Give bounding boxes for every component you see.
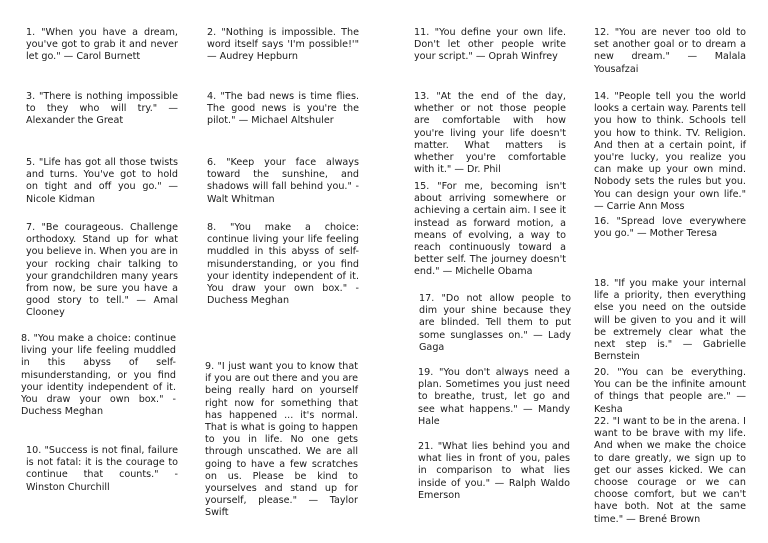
quote-16: 16. "Spread love everywhere you go." — Mother Teresa: [594, 216, 746, 240]
quote-12: 12. "You are never too old to set another goal or to dream a new dream." — Malala Yousafzai: [594, 27, 746, 75]
quote-8a: 8. "You make a choice: continue living your life feeling muddled in this abyss of self-misunderstanding, or you find your identity independent of it. You draw your own box." - Duchess Meghan: [21, 333, 176, 418]
quote-2: 2. "Nothing is impossible. The word itself says 'I'm possible!'" — Audrey Hepburn: [207, 27, 359, 63]
quote-11: 11. "You define your own life. Don't let other people write your script." — Oprah Winfrey: [414, 27, 566, 63]
quote-22: 22. "I want to be in the arena. I want to be brave with my life. And when we make the choice to dare greatly, we sign up to get our asses kicked. We can choose courage or we can choose comfort, but we can't have both. Not at the same time." — Brené Brown: [594, 416, 746, 525]
quote-9: 9. "I just want you to know that if you are out there and you are being really hard on yourself right now for something that has happened ... it's normal. That is what is going to happen to you in life. No one gets through unscathed. We are all going to have a few scratches on us. Please be kind to yourselves and stand up for yourself, please." — Taylor Swift: [205, 361, 358, 519]
quote-8: 8. "You make a choice: continue living your life feeling muddled in this abyss of self-misunderstanding, or you find your identity independent of it. You draw your own box." - Duchess Meghan: [207, 222, 359, 307]
quote-18: 18. "If you make your internal life a priority, then everything else you need on the outside will be given to you and it will be extremely clear what the next step is." — Gabrielle Bernstein: [594, 278, 746, 363]
quote-21: 21. "What lies behind you and what lies in front of you, pales in comparison to what lies inside of you." — Ralph Waldo Emerson: [418, 441, 570, 501]
quote-1: 1. "When you have a dream, you've got to grab it and never let go." — Carol Burnett: [26, 27, 178, 63]
quote-17: 17. "Do not allow people to dim your shine because they are blinded. Tell them to put some sunglasses on." — Lady Gaga: [419, 293, 571, 353]
quote-13: 13. "At the end of the day, whether or not those people are comfortable with how you're living your life doesn't matter. What matters is whether you're comfortable with it." — Dr. Phil: [414, 91, 566, 176]
quote-10: 10. "Success is not final, failure is not fatal: it is the courage to continue that counts." - Winston Churchill: [26, 445, 178, 493]
quote-14: 14. "People tell you the world looks a certain way. Parents tell you how to think. Schools tell you how to think. TV. Religion. And then at a certain point, if you're lucky, you realize you can make up your own mind. Nobody sets the rules but you. You can design your own life." — Carrie Ann Moss: [594, 91, 746, 212]
quote-7: 7. "Be courageous. Challenge orthodoxy. Stand up for what you believe in. When you are in your rocking chair talking to your grandchildren many years from now, be sure you have a good story to tell." — Amal Clooney: [26, 222, 178, 319]
quote-6: 6. "Keep your face always toward the sunshine, and shadows will fall behind you." - Walt Whitman: [207, 157, 359, 205]
quote-20: 20. "You can be everything. You can be the infinite amount of things that people are." — Kesha: [594, 367, 746, 415]
quote-19: 19. "You don't always need a plan. Sometimes you just need to breathe, trust, let go and see what happens." — Mandy Hale: [418, 367, 570, 427]
quote-3: 3. "There is nothing impossible to they who will try." — Alexander the Great: [26, 91, 178, 127]
quote-15: 15. "For me, becoming isn't about arriving somewhere or achieving a certain aim. I see it instead as forward motion, a means of evolving, a way to reach continuously toward a better self. The journey doesn't end." — Michelle Obama: [414, 181, 566, 278]
quote-5: 5. "Life has got all those twists and turns. You've got to hold on tight and off you go." — Nicole Kidman: [26, 157, 178, 205]
quote-4: 4. "The bad news is time flies. The good news is you're the pilot." — Michael Altshuler: [207, 91, 359, 127]
